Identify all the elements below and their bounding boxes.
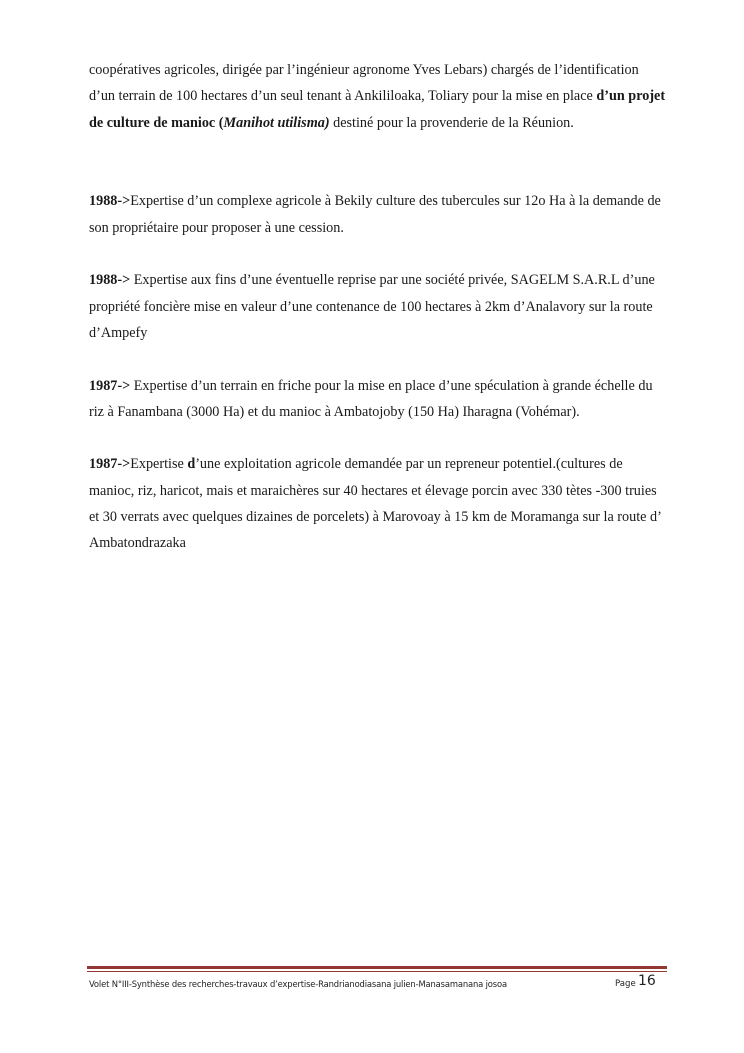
entry-year: 1988->: [89, 272, 131, 289]
entry-year: 1987->: [89, 456, 131, 473]
footer-rule-thick: [87, 966, 667, 969]
expertise-entry: [89, 188, 667, 241]
intro-paragraph: [89, 57, 667, 136]
page-label: Page: [615, 979, 636, 989]
entry-text: Expertise aux fins d’une éventuelle reprise par une société privée, SAGELM S.A.R.L d’une propriété foncière mise en valeur d’une contenance de 100 hectares à 2km d’Analavory sur la route d’Ampefy: [89, 272, 655, 341]
entry-text-rest: ’une exploitation agricole demandée par un repreneur potentiel.(cultures de manioc, riz, haricot, mais et maraichères sur 40 hectares et élevage porcin avec 330 tètes -300 truies et 30 verrats avec quelques dizaines de porcelets) à Marovoay à 15 km de Moramanga sur la route d’ Ambatondrazaka: [89, 456, 661, 552]
entry-text-start: Expertise: [130, 456, 188, 473]
expertise-entry: [89, 267, 667, 346]
entry-bold-letter: d: [187, 456, 196, 473]
entry-year: 1987->: [89, 377, 131, 394]
intro-text-part2: destiné pour la provenderie de la Réunion.: [329, 114, 574, 131]
footer-text: Volet N°III-Synthèse des recherches-travaux d’expertise-Randrianodiasana julien-Manasamanana josoa: [89, 979, 507, 989]
intro-bold-phrase: d’un projet de culture de manioc (: [89, 88, 666, 131]
entry-year: 1988->: [89, 193, 131, 210]
intro-species-name: Manihot utilisma): [223, 114, 330, 131]
body-text: [89, 57, 667, 583]
expertise-entry: [89, 373, 667, 426]
page-number: 16: [638, 973, 656, 989]
entry-text: Expertise d’un complexe agricole à Bekily culture des tubercules sur 12o Ha à la demande de son propriétaire pour proposer à une cession.: [89, 193, 661, 236]
expertise-entry: [89, 451, 667, 556]
footer-rule-thin: [87, 971, 667, 972]
entry-text: Expertise d’un terrain en friche pour la mise en place d’une spéculation à grande échelle du riz à Fanambana (3000 Ha) et du manioc à Ambatojoby (150 Ha) Iharagna (Vohémar).: [89, 377, 653, 420]
intro-text-part1: coopératives agricoles, dirigée par l’ingénieur agronome Yves Lebars) chargés de l’identification d’un terrain de 100 hectares d’un seul tenant à Ankililoaka, Toliary pour la mise en place: [89, 62, 639, 105]
